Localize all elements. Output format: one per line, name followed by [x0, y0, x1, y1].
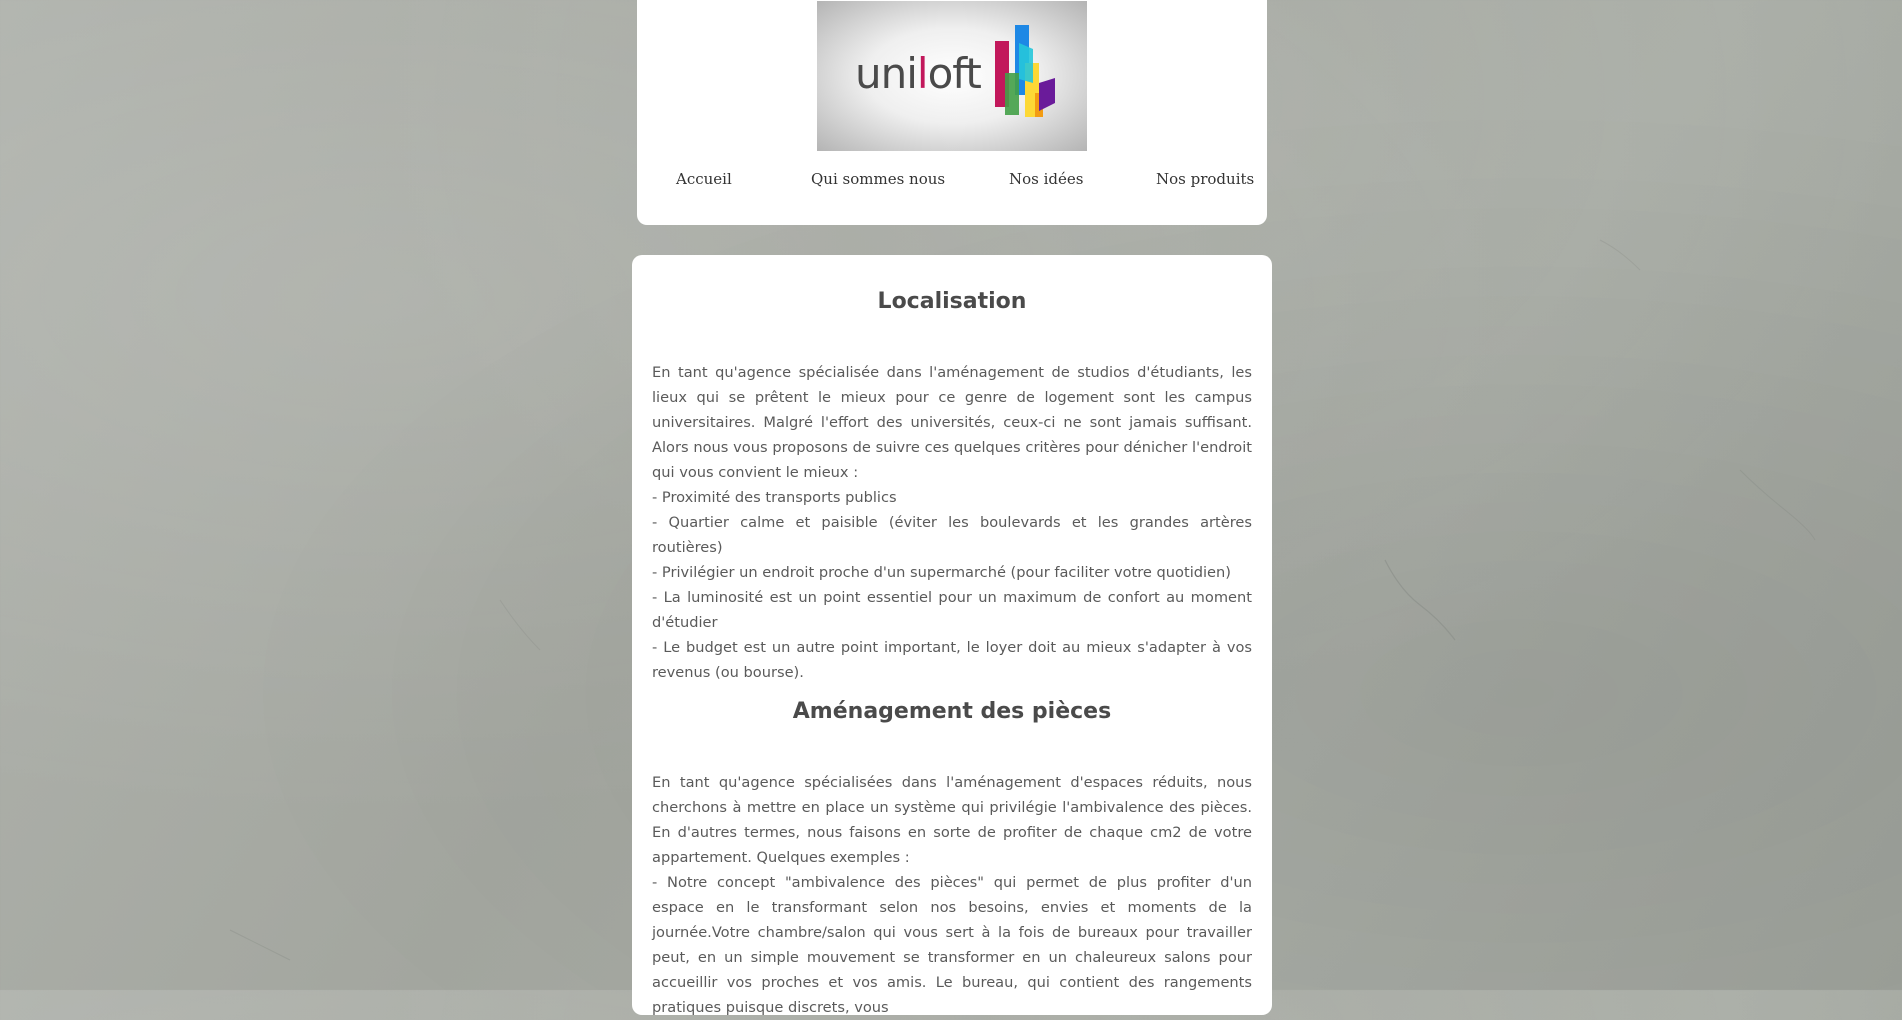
list-item: - Proximité des transports publics	[652, 489, 897, 506]
nav-accueil[interactable]: Accueil	[676, 170, 732, 188]
site-logo[interactable]	[817, 1, 1087, 151]
nav-nos-produits[interactable]: Nos produits	[1156, 170, 1255, 188]
header-card	[637, 0, 1267, 225]
section-body-localisation	[652, 360, 1252, 685]
section-title-amenagement: Aménagement des pièces	[792, 699, 1112, 724]
nav-nos-idees[interactable]: Nos idées	[1009, 170, 1084, 188]
section-title-localisation: Localisation	[877, 289, 1027, 314]
list-item: - Quartier calme et paisible (éviter les boulevards et les grandes artères routières)	[652, 514, 1252, 556]
content-card	[632, 255, 1272, 1015]
list-item: - La luminosité est un point essentiel pour un maximum de confort au moment d'étudier	[652, 589, 1252, 631]
logo-bars-icon	[995, 23, 1065, 123]
section-intro: En tant qu'agence spécialisées dans l'aménagement d'espaces réduits, nous cherchons à mettre en place un système qui privilégie l'ambivalence des pièces. En d'autres termes, nous faisons en sorte de profiter de chaque cm2 de votre appartement. Quelques exemples :	[652, 774, 1252, 866]
logo-wordmark: uniloft	[855, 49, 981, 98]
section-body-amenagement	[652, 770, 1252, 1020]
nav-qui-sommes-nous[interactable]: Qui sommes nous	[811, 170, 946, 188]
list-item: - Notre concept "ambivalence des pièces" qui permet de plus profiter d'un espace en le transformant selon nos besoins, envies et moments de la journée.Votre chambre/salon qui vous sert à la fois de bureaux pour travailler peut, en un simple mouvement se transformer en un chaleureux salons pour accueillir vos proches et vos amis. Le bureau, qui contient des rangements pratiques puisque discrets, vous	[652, 874, 1252, 1016]
main-nav	[637, 170, 1267, 194]
section-intro: En tant qu'agence spécialisée dans l'aménagement de studios d'étudiants, les lieux qui se prêtent le mieux pour ce genre de logement sont les campus universitaires. Malgré l'effort des universités, ceux-ci ne sont jamais suffisant. Alors nous vous proposons de suivre ces quelques critères pour dénicher l'endroit qui vous convient le mieux :	[652, 364, 1252, 481]
list-item: - Le budget est un autre point important, le loyer doit au mieux s'adapter à vos revenus (ou bourse).	[652, 639, 1252, 681]
list-item: - Privilégier un endroit proche d'un supermarché (pour faciliter votre quotidien)	[652, 564, 1231, 581]
